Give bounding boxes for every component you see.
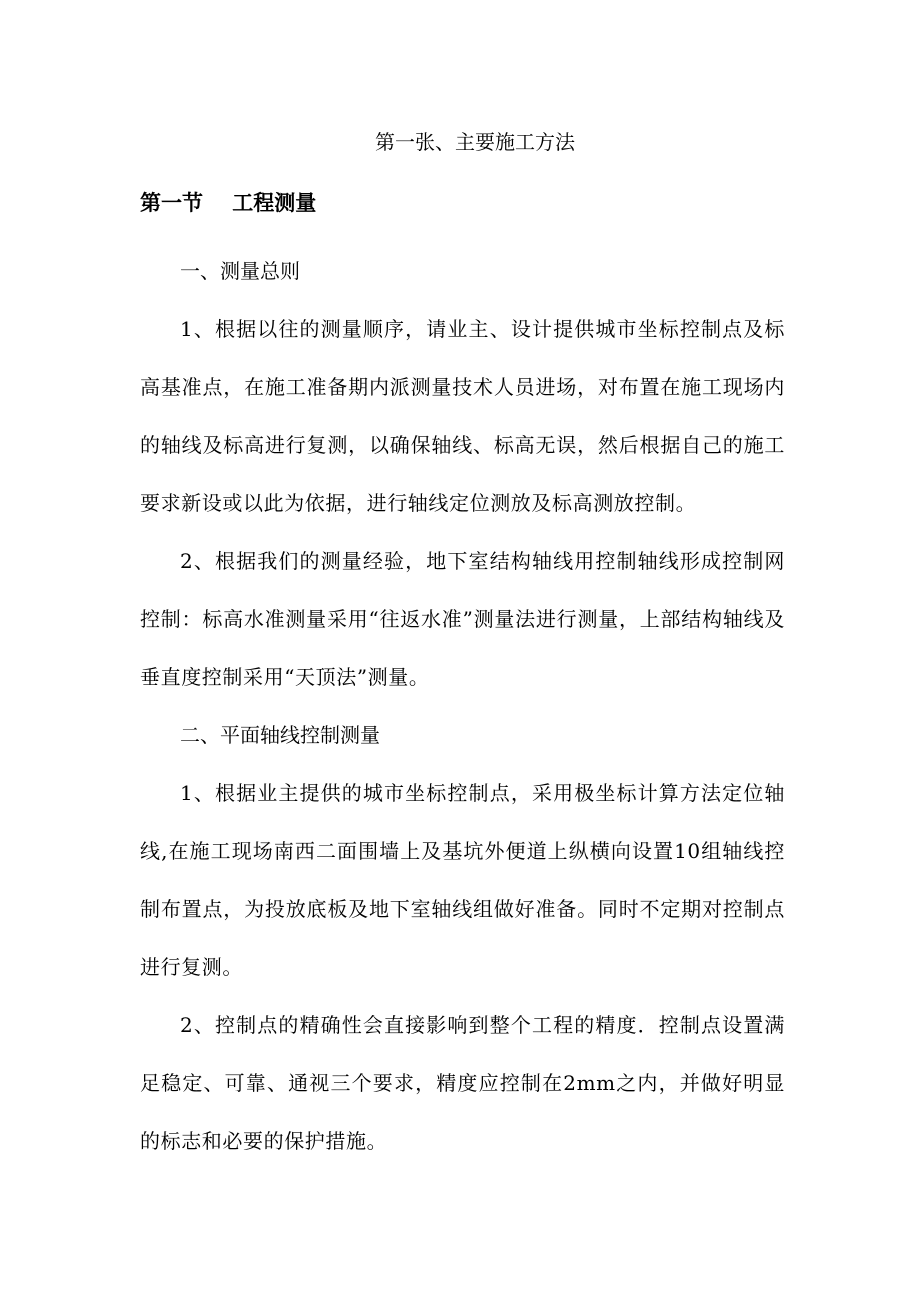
section-title: 第一节 工程测量 (140, 191, 317, 215)
subsection-heading-survey-principles: 一、测量总则 (180, 259, 300, 283)
document-body (140, 242, 785, 1170)
paragraph: 2、控制点的精确性会直接影响到整个工程的精度．控制点设置满足稳定、可靠、通视三个要求，精度应控制在2mm之内，并做好明显的标志和必要的保护措施。 (140, 1013, 785, 1153)
paragraph: 1、根据以往的测量顺序，请业主、设计提供城市坐标控制点及标高基准点，在施工准备期内派测量技术人员进场，对布置在施工现场内的轴线及标高进行复测，以确保轴线、标高无误，然后根据自己的施工要求新设或以此为依据，进行轴线定位测放及标高测放控制。 (140, 317, 785, 515)
paragraph: 2、根据我们的测量经验，地下室结构轴线用控制轴线形成控制网控制：标高水准测量采用“往返水准”测量法进行测量，上部结构轴线及垂直度控制采用“天顶法”测量。 (140, 549, 785, 689)
paragraph: 1、根据业主提供的城市坐标控制点，采用极坐标计算方法定位轴线,在施工现场南西二面围墙上及基坑外便道上纵横向设置10组轴线控制布置点，为投放底板及地下室轴线组做好准备。同时不定期对控制点进行复测。 (140, 781, 785, 979)
chapter-title: 第一张、主要施工方法 (375, 130, 575, 154)
subsection-heading-plane-axis-control: 二、平面轴线控制测量 (180, 723, 380, 747)
